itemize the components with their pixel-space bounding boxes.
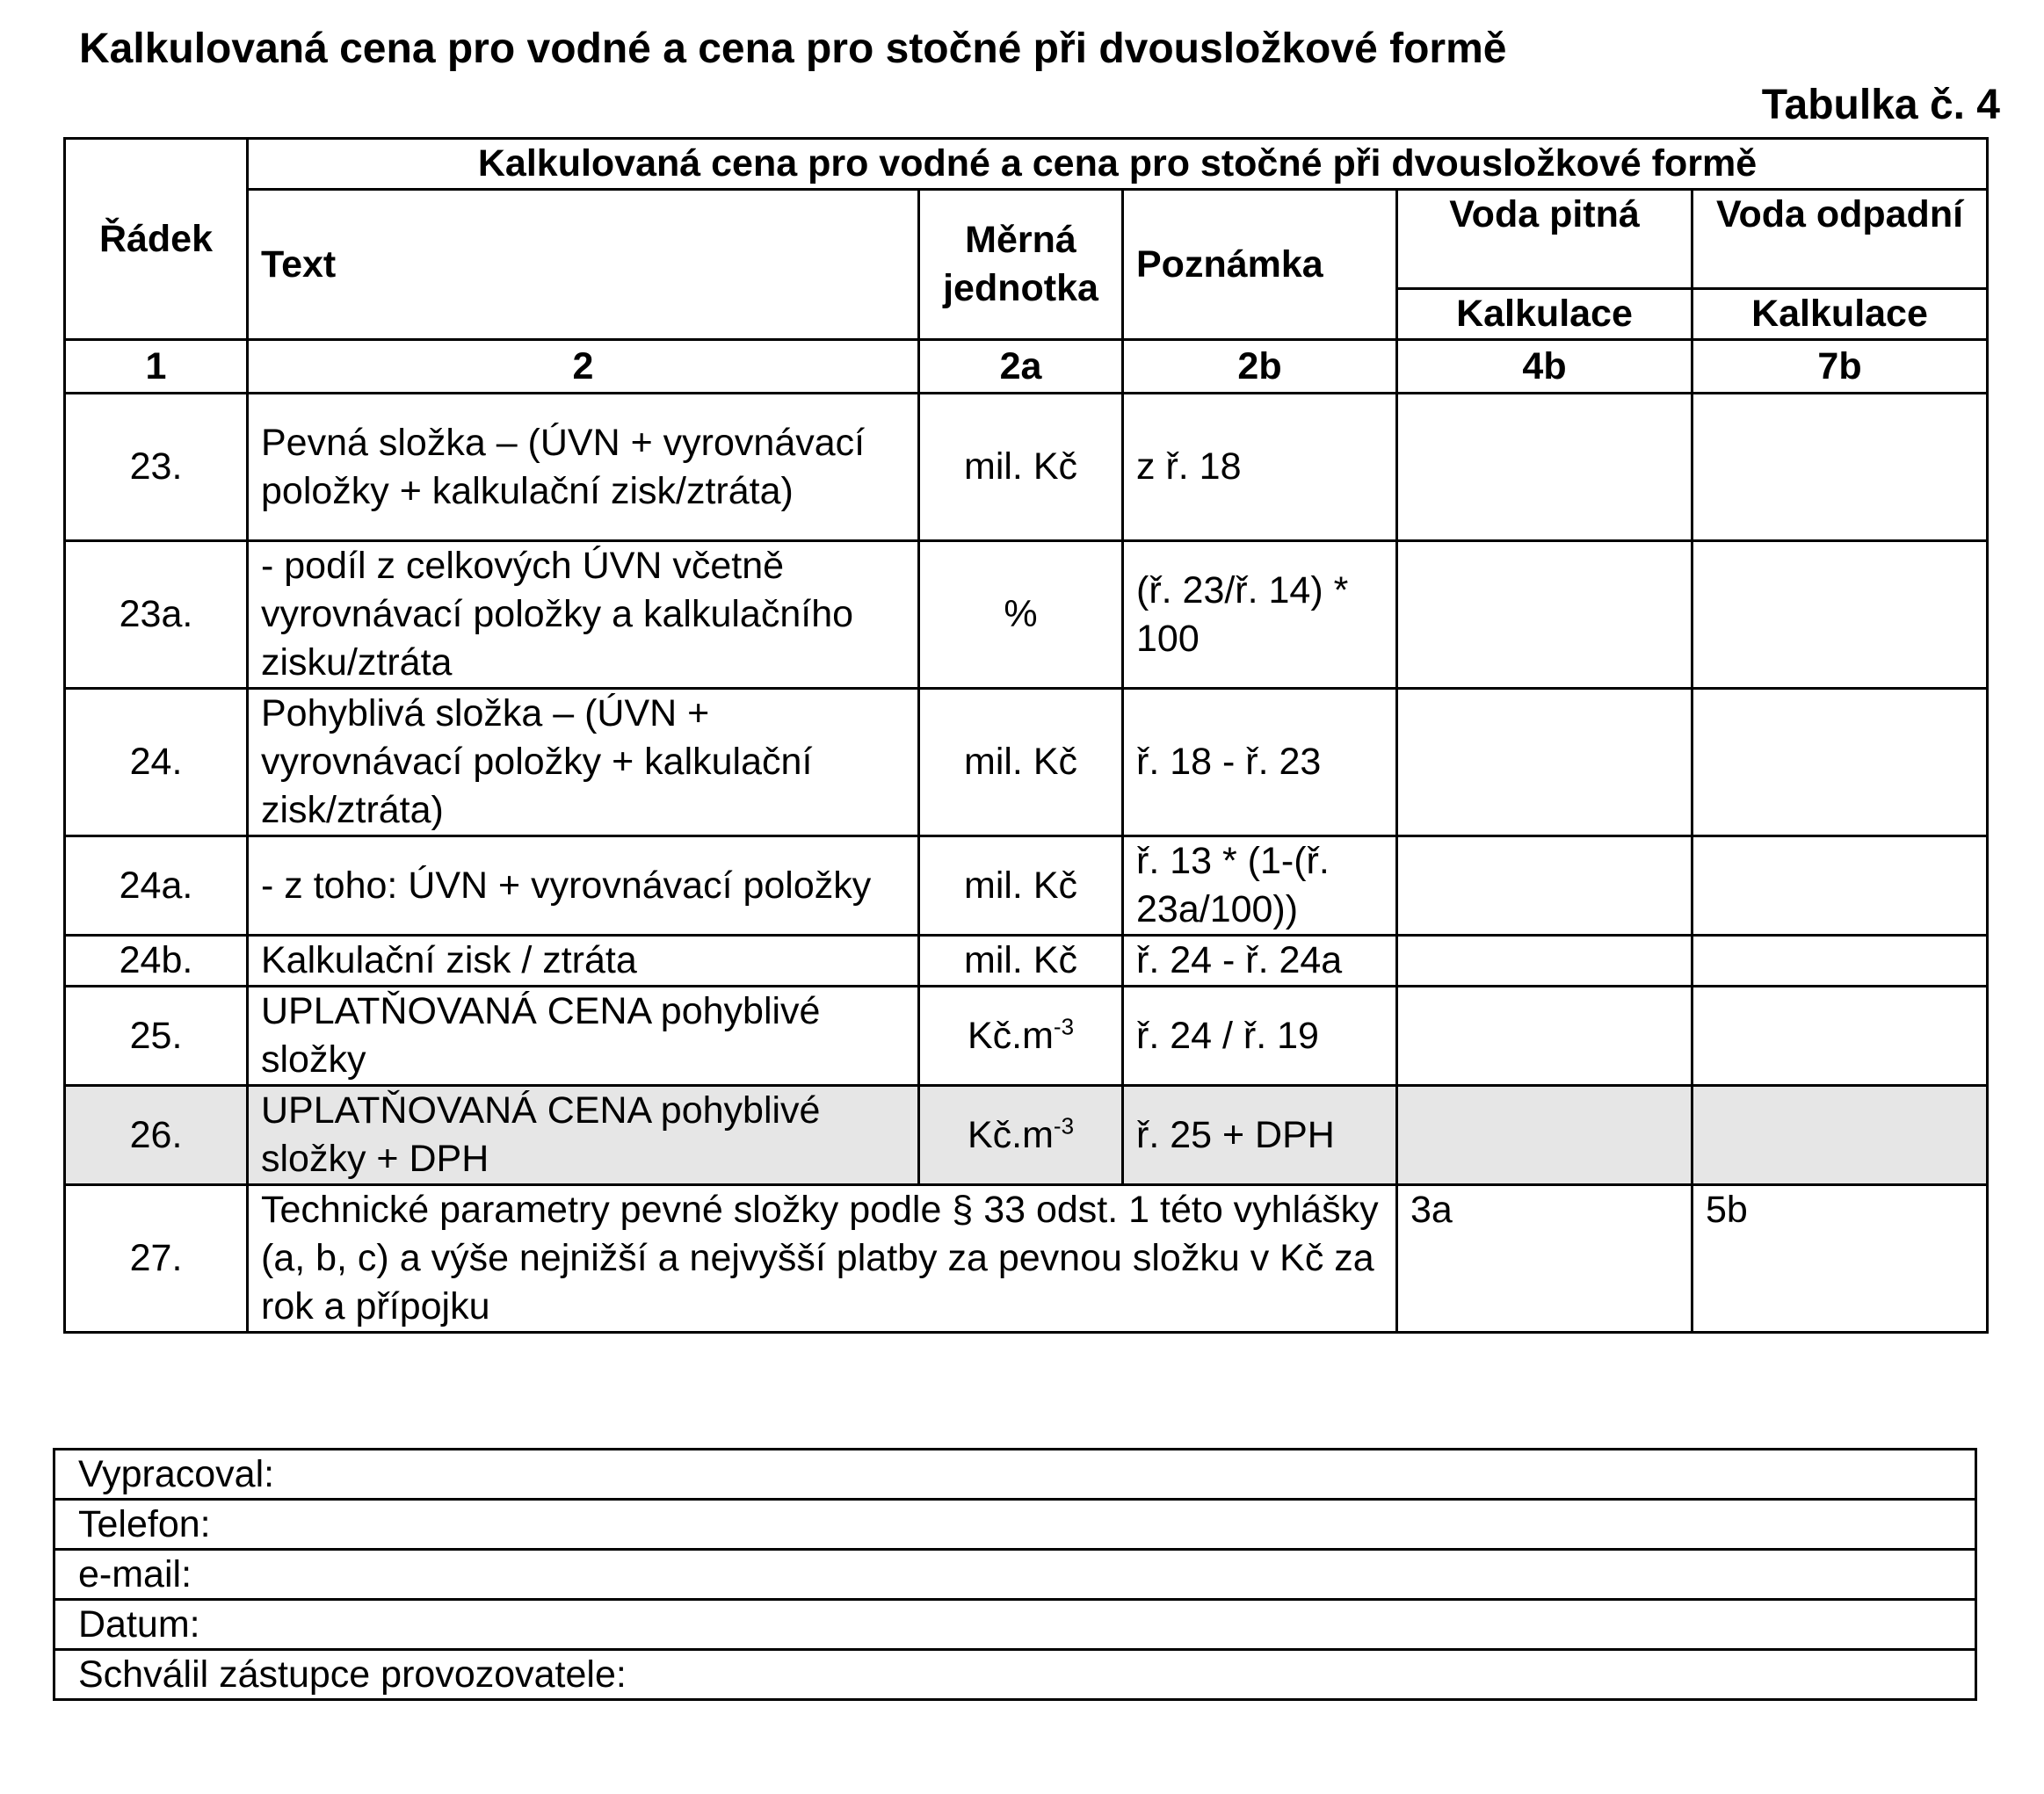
row-number: 26. bbox=[65, 1086, 248, 1185]
row-unit: mil. Kč bbox=[919, 936, 1123, 987]
cell-voda-pitna[interactable] bbox=[1397, 987, 1692, 1086]
column-number: 4b bbox=[1397, 340, 1692, 394]
row-text: Kalkulační zisk / ztráta bbox=[248, 936, 919, 987]
signature-line-approved-by[interactable]: Schválil zástupce provozovatele: bbox=[54, 1650, 1976, 1700]
row-number: 25. bbox=[65, 987, 248, 1086]
header-unit: Měrná jednotka bbox=[919, 190, 1123, 340]
row-number: 27. bbox=[65, 1185, 248, 1333]
cell-voda-pitna[interactable] bbox=[1397, 541, 1692, 689]
signature-line-email[interactable]: e-mail: bbox=[54, 1550, 1976, 1600]
row-text: - podíl z celkových ÚVN včetně vyrovnávací položky a kalkulačního zisku/ztráta bbox=[248, 541, 919, 689]
table-row bbox=[65, 689, 1988, 836]
cell-voda-odpadni[interactable] bbox=[1692, 936, 1988, 987]
cell-voda-pitna[interactable] bbox=[1397, 936, 1692, 987]
row-note: (ř. 23/ř. 14) * 100 bbox=[1123, 541, 1397, 689]
column-number: 7b bbox=[1692, 340, 1988, 394]
cell-voda-odpadni[interactable] bbox=[1692, 1086, 1988, 1185]
cell-voda-odpadni[interactable] bbox=[1692, 987, 1988, 1086]
table-row bbox=[65, 394, 1988, 541]
table-number-label: Tabulka č. 4 bbox=[1761, 82, 2000, 128]
row-number: 23. bbox=[65, 394, 248, 541]
table-row bbox=[65, 541, 1988, 689]
document-title: Kalkulovaná cena pro vodné a cena pro stočné při dvousložkové formě bbox=[79, 25, 1507, 72]
price-calculation-table bbox=[63, 137, 1989, 1334]
unit-text: Kč.m bbox=[967, 1014, 1054, 1057]
cell-voda-odpadni[interactable] bbox=[1692, 541, 1988, 689]
header-kalkulace-odpadni: Kalkulace bbox=[1692, 289, 1988, 340]
row-number: 24a. bbox=[65, 836, 248, 936]
table-row bbox=[65, 1185, 1988, 1333]
cell-voda-odpadni[interactable]: 5b bbox=[1692, 1185, 1988, 1333]
row-text: Pohyblivá složka – (ÚVN + vyrovnávací položky + kalkulační zisk/ztráta) bbox=[248, 689, 919, 836]
row-note: z ř. 18 bbox=[1123, 394, 1397, 541]
header-row-label: Řádek bbox=[65, 139, 248, 340]
column-number: 2 bbox=[248, 340, 919, 394]
cell-voda-odpadni[interactable] bbox=[1692, 836, 1988, 936]
signature-line-phone[interactable]: Telefon: bbox=[54, 1500, 1976, 1550]
signature-line-date[interactable]: Datum: bbox=[54, 1600, 1976, 1650]
unit-text: Kč.m bbox=[967, 1113, 1054, 1156]
header-group-title: Kalkulovaná cena pro vodné a cena pro stočné při dvousložkové formě bbox=[248, 139, 1988, 190]
column-number: 2b bbox=[1123, 340, 1397, 394]
row-note: ř. 13 * (1-(ř. 23a/100)) bbox=[1123, 836, 1397, 936]
cell-voda-pitna[interactable]: 3a bbox=[1397, 1185, 1692, 1333]
unit-exponent: -3 bbox=[1053, 1013, 1075, 1040]
row-text: Technické parametry pevné složky podle § 33 odst. 1 této vyhlášky (a, b, c) a výše nejnižší a nejvyšší platby za pevnou složku v Kč za rok a přípojku bbox=[248, 1185, 1397, 1333]
row-text: UPLATŇOVANÁ CENA pohyblivé složky + DPH bbox=[248, 1086, 919, 1185]
row-unit: mil. Kč bbox=[919, 394, 1123, 541]
table-row bbox=[65, 936, 1988, 987]
row-note: ř. 25 + DPH bbox=[1123, 1086, 1397, 1185]
column-number: 2a bbox=[919, 340, 1123, 394]
cell-voda-pitna[interactable] bbox=[1397, 1086, 1692, 1185]
row-number: 24. bbox=[65, 689, 248, 836]
table-row bbox=[65, 987, 1988, 1086]
cell-voda-pitna[interactable] bbox=[1397, 394, 1692, 541]
row-text: Pevná složka – (ÚVN + vyrovnávací položky + kalkulační zisk/ztráta) bbox=[248, 394, 919, 541]
row-number: 23a. bbox=[65, 541, 248, 689]
cell-voda-odpadni[interactable] bbox=[1692, 394, 1988, 541]
table-row bbox=[65, 1086, 1988, 1185]
unit-exponent: -3 bbox=[1053, 1112, 1075, 1139]
signature-line-prepared-by[interactable]: Vypracoval: bbox=[54, 1450, 1976, 1500]
table-row bbox=[65, 836, 1988, 936]
header-note: Poznámka bbox=[1123, 190, 1397, 340]
row-text: UPLATŇOVANÁ CENA pohyblivé složky bbox=[248, 987, 919, 1086]
row-note: ř. 18 - ř. 23 bbox=[1123, 689, 1397, 836]
row-text: - z toho: ÚVN + vyrovnávací položky bbox=[248, 836, 919, 936]
signature-table bbox=[53, 1448, 1977, 1701]
column-number: 1 bbox=[65, 340, 248, 394]
row-unit: % bbox=[919, 541, 1123, 689]
header-voda-pitna: Voda pitná bbox=[1397, 190, 1692, 289]
row-unit bbox=[919, 1086, 1123, 1185]
row-unit bbox=[919, 987, 1123, 1086]
header-text: Text bbox=[248, 190, 919, 340]
cell-voda-pitna[interactable] bbox=[1397, 836, 1692, 936]
row-number: 24b. bbox=[65, 936, 248, 987]
row-note: ř. 24 - ř. 24a bbox=[1123, 936, 1397, 987]
row-note: ř. 24 / ř. 19 bbox=[1123, 987, 1397, 1086]
row-unit: mil. Kč bbox=[919, 836, 1123, 936]
cell-voda-pitna[interactable] bbox=[1397, 689, 1692, 836]
header-voda-odpadni: Voda odpadní bbox=[1692, 190, 1988, 289]
header-kalkulace-pitna: Kalkulace bbox=[1397, 289, 1692, 340]
row-unit: mil. Kč bbox=[919, 689, 1123, 836]
cell-voda-odpadni[interactable] bbox=[1692, 689, 1988, 836]
